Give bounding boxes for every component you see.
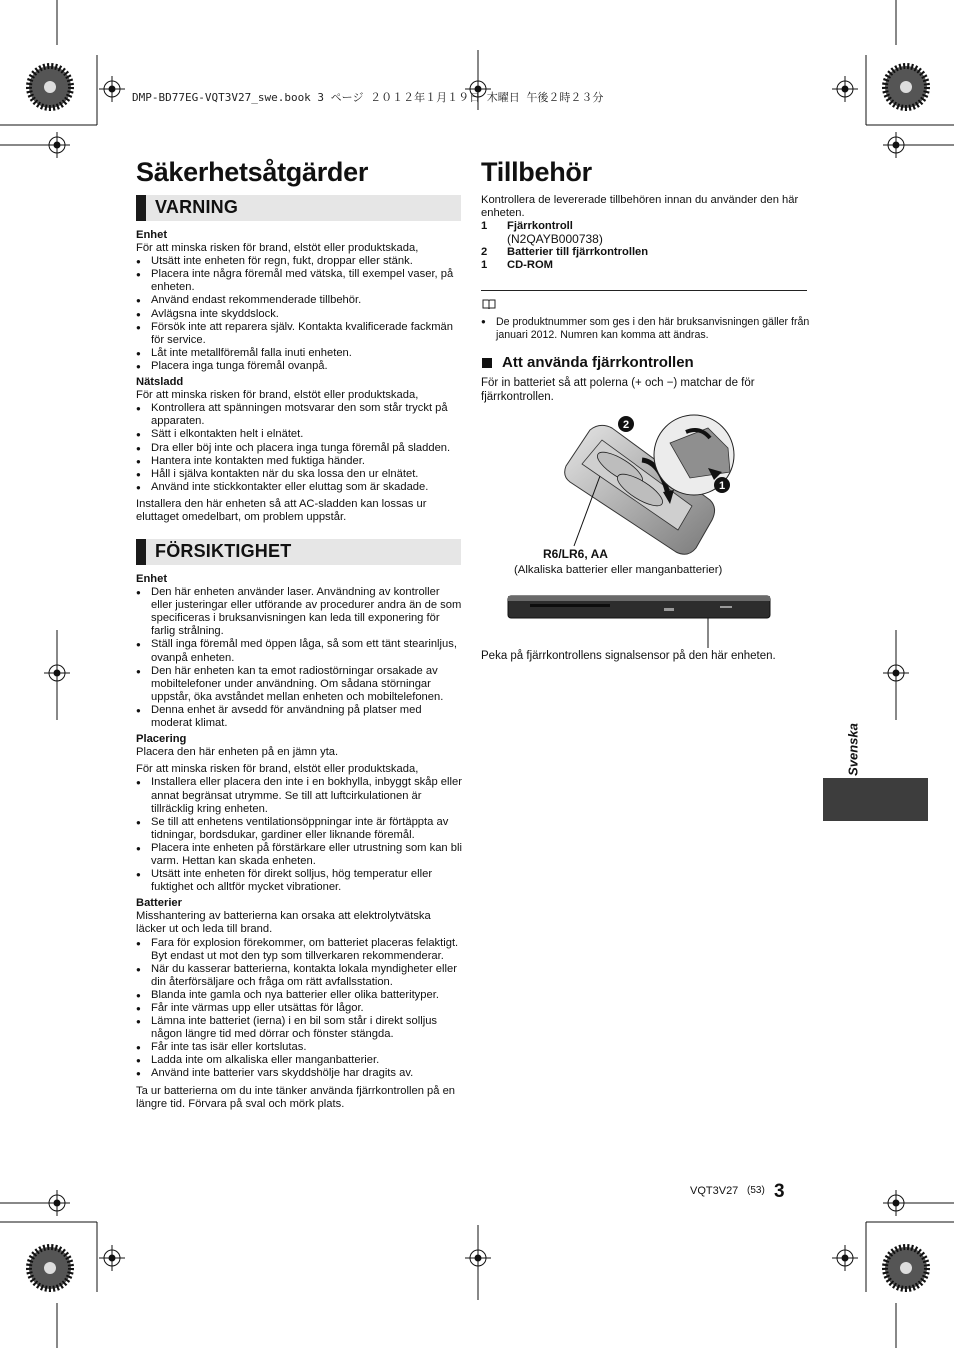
list-item: ● När du kasserar batterierna, kontakta lokala myndigheter eller din återförsäljare och fråga om rätt avfallsstation. xyxy=(136,963,462,989)
note-text: ● De produktnummer som ges i den här bruksanvisningen gäller från januari 2012. Numren kan komma att ändras. xyxy=(481,316,811,342)
accessory-qty: 2 xyxy=(481,246,488,259)
list-item: ● Den här enheten använder laser. Användning av kontroller eller justeringar eller utförande av procedurer andra än de som specificeras i bruksanvisningen kan leda till exponering för farlig strålning. xyxy=(136,586,462,638)
battery-type-label: R6/LR6, AA xyxy=(543,547,608,561)
product-number-note xyxy=(481,316,811,342)
mains-note: Installera den här enheten så att AC-sladden kan lossas ur eluttaget omedelbart, om problem uppstår. xyxy=(136,497,427,523)
footer-sub: (53) xyxy=(747,1185,765,1196)
accessory-name: Batterier till fjärrkontrollen xyxy=(507,246,649,259)
footer-code: VQT3V27 xyxy=(690,1185,739,1197)
language-tab-label: Svenska xyxy=(845,723,861,776)
remote-heading: Att använda fjärrkontrollen xyxy=(502,354,694,371)
band-marker xyxy=(136,195,146,221)
unit-caution-list xyxy=(136,586,462,730)
list-item: ● Denna enhet är avsedd för användning på platser med moderat klimat. xyxy=(136,704,462,730)
list-item: ● Blanda inte gamla och nya batterier eller olika batterityper. xyxy=(136,989,462,1002)
list-item: ● Den här enheten kan ta emot radiostörningar orsakade av mobiltelefoner under användning. Om sådana störningar uppstår, öka avståndet mellan enheten och mobiltelefonen. xyxy=(136,665,462,704)
list-item: ● Installera eller placera den inte i en bokhylla, inbyggt skåp eller annat begränsat utrymme. Se till att luftcirkulationen är tillräcklig kring enheten. xyxy=(136,776,462,815)
list-item: ● Kontrollera att spänningen motsvarar den som står tryckt på apparaten. xyxy=(136,402,462,428)
warning-heading: VARNING xyxy=(155,197,239,217)
page-number: 3 xyxy=(774,1181,785,1202)
accessories-section xyxy=(481,194,811,273)
mains-subtitle: Nätsladd xyxy=(136,376,184,389)
list-item: ● Får inte tas isär eller kortslutas. xyxy=(136,1041,462,1054)
list-item: ● Se till att enhetens ventilationsöppningar inte är förtäppta av tidningar, bordsdukar, gardiner eller liknande föremål. xyxy=(136,816,462,842)
list-item: ● Använd inte stickkontakter eller eluttag som är skadade. xyxy=(136,481,462,494)
list-item: ● Sätt i elkontakten helt i elnätet. xyxy=(136,428,462,441)
list-item: ● Använd endast rekommenderade tillbehör. xyxy=(136,294,462,307)
mains-warning-list xyxy=(136,402,462,494)
warning-section xyxy=(136,226,462,524)
remote-battery-illustration xyxy=(560,408,760,558)
list-item: ● Får inte värmas upp eller utsättas för lågor. xyxy=(136,1002,462,1015)
list-item: ● Placera inga tunga föremål ovanpå. xyxy=(136,360,462,373)
unit-subtitle: Enhet xyxy=(136,573,168,585)
unit-subtitle: Enhet xyxy=(136,229,168,241)
accessories-intro: Kontrollera de levererade tillbehören innan du använder den här enheten. xyxy=(481,194,799,220)
list-item: ● Avlägsna inte skyddslock. xyxy=(136,308,462,321)
unit-intro: För att minska risken för brand, elstöt eller produktskada, xyxy=(136,242,419,255)
battery-list xyxy=(136,937,462,1081)
list-item: ● Försök inte att reparera själv. Kontakta kvalificerade fackmän för service. xyxy=(136,321,462,347)
safety-title: Säkerhetsåtgärder xyxy=(136,157,369,187)
accessory-name: CD-ROM xyxy=(507,259,553,272)
caution-band xyxy=(136,539,461,565)
list-item: ● Dra eller böj inte och placera inga tunga föremål på sladden. xyxy=(136,442,462,455)
battery-note: Ta ur batterierna om du inte tänker använda fjärrkontrollen på en längre tid. Förvara på sval och mörk plats. xyxy=(136,1084,456,1110)
remote-instructions xyxy=(481,376,811,405)
accessory-code: (N2QAYB000738) xyxy=(507,232,603,247)
divider xyxy=(481,290,807,291)
list-item: ● Använd inte batterier vars skyddshölje har dragits av. xyxy=(136,1067,462,1080)
accessories-title: Tillbehör xyxy=(481,157,592,187)
step-1-label: 1 xyxy=(718,480,726,492)
blu-ray-player-illustration xyxy=(508,594,770,654)
list-item: ● Håll i själva kontakten när du ska lossa den ur elnätet. xyxy=(136,468,462,481)
accessory-qty: 1 xyxy=(481,259,488,272)
list-item: ● Låt inte metallföremål falla inuti enheten. xyxy=(136,347,462,360)
caution-section xyxy=(136,570,462,1111)
list-item: ● Fara för explosion förekommer, om batteriet placeras felaktigt. Byt endast ut mot den typ som tillverkaren rekommenderar. xyxy=(136,937,462,963)
sensor-text: Peka på fjärrkontrollens signalsensor på den här enheten. xyxy=(481,650,776,662)
placement-intro: För att minska risken för brand, elstöt eller produktskada, xyxy=(136,763,419,776)
accessory-qty: 1 xyxy=(481,220,488,233)
battery-subtitle: Batterier xyxy=(136,897,183,910)
square-bullet-icon xyxy=(482,358,492,368)
battery-intro: Misshantering av batterierna kan orsaka att elektrolytvätska läcker ut och leda till brand. xyxy=(136,910,431,936)
accessory-item xyxy=(481,259,811,272)
accessory-code-row xyxy=(481,233,811,246)
list-item: ● Ställ inga föremål med öppen låga, så som ett tänt stearinljus, ovanpå enheten. xyxy=(136,638,462,664)
remote-text: För in batteriet så att polerna (+ och −) matchar de för fjärrkontrollen. xyxy=(481,377,755,404)
placement-list xyxy=(136,776,462,894)
step-2-label: 2 xyxy=(622,419,630,431)
battery-type-sub: (Alkaliska batterier eller manganbatterier) xyxy=(514,564,723,576)
file-info-header: DMP-BD77EG-VQT3V27_swe.book 3 ページ ２０１２年１月１９日 木曜日 午後２時２３分 xyxy=(132,91,604,104)
placement-subtitle: Placering xyxy=(136,733,187,746)
caution-heading: FÖRSIKTIGHET xyxy=(155,541,292,561)
list-item: ● Utsätt inte enheten för direkt solljus, hög temperatur eller fuktighet och alltför mycket vibrationer. xyxy=(136,868,462,894)
placement-text: Placera den här enheten på en jämn yta. xyxy=(136,746,339,759)
language-tab xyxy=(823,778,928,821)
accessory-item xyxy=(481,246,811,259)
unit-warning-list xyxy=(136,255,462,373)
accessory-name: Fjärrkontroll xyxy=(507,220,573,233)
list-item: ● Hantera inte kontakten med fuktiga händer. xyxy=(136,455,462,468)
list-item: ● Placera inte några föremål med vätska, till exempel vaser, på enheten. xyxy=(136,268,462,294)
list-item: ● Ladda inte om alkaliska eller manganbatterier. xyxy=(136,1054,462,1067)
band-marker xyxy=(136,539,146,565)
mains-intro: För att minska risken för brand, elstöt eller produktskada, xyxy=(136,389,419,402)
list-item: ● Lämna inte batteriet (ierna) i en bil som står i direkt solljus någon längre tid med dörrar och fönster stängda. xyxy=(136,1015,462,1041)
sensor-instructions xyxy=(481,649,781,663)
list-item: ● Placera inte enheten på förstärkare eller utrustning som kan bli varm. Hettan kan skada enheten. xyxy=(136,842,462,868)
book-icon xyxy=(482,299,496,310)
list-item: ● Utsätt inte enheten för regn, fukt, droppar eller stänk. xyxy=(136,255,462,268)
remote-heading-row xyxy=(482,354,694,371)
warning-band xyxy=(136,195,461,221)
